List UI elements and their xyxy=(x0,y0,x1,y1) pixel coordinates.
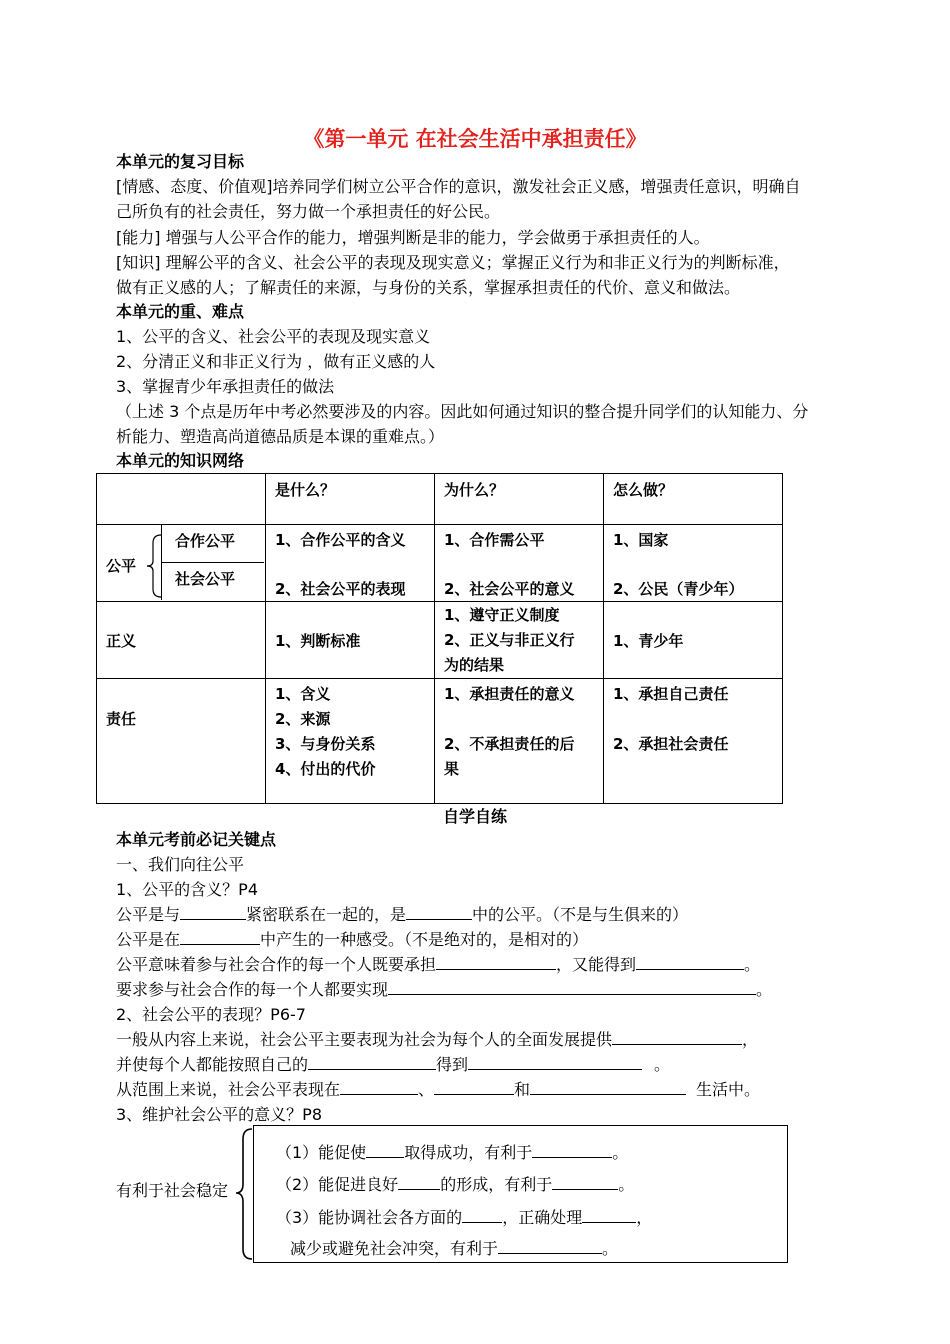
fair-what-2: 2、社会公平的表现 xyxy=(275,580,406,598)
keypoints-note-line1: （上述 3 个点是历年中考必然要涉及的内容。因此如何通过知识的整合提升同学们的认知能力、分 xyxy=(116,402,809,421)
col-header-why: 为什么？ xyxy=(444,481,505,499)
col-header-how: 怎么做？ xyxy=(613,481,674,499)
question-2: 2、社会公平的表现？P6-7 xyxy=(116,1005,306,1024)
goals-emotion-line2: 己所负有的社会责任，努力做一个承担责任的好公民。 xyxy=(116,202,501,221)
resp-how-1: 1、承担自己责任 xyxy=(613,685,729,703)
must-remember-heading: 本单元考前必记关键点 xyxy=(116,830,277,849)
table-corner-cell xyxy=(97,474,266,525)
goals-heading: 本单元的复习目标 xyxy=(116,152,245,171)
keypoints-note-line2: 析能力、塑造高尚道德品质是本课的重难点。） xyxy=(116,427,445,446)
question-1: 1、公平的含义？P4 xyxy=(116,880,259,899)
blank-input[interactable] xyxy=(462,1206,502,1223)
fair-why-1: 1、合作需公平 xyxy=(444,531,545,549)
resp-what-2: 2、来源 xyxy=(275,710,331,728)
page-title: 《第一单元 在社会生活中承担责任》 xyxy=(303,127,647,151)
fair-what-1: 1、合作公平的含义 xyxy=(275,531,406,549)
brace-label: 有利于社会稳定 xyxy=(116,1181,229,1200)
resp-what-1: 1、含义 xyxy=(275,685,331,703)
significance-2: （2）能促进良好 的形成，有利于 。 xyxy=(276,1175,635,1194)
fair-sub-cooperation: 合作公平 xyxy=(175,532,236,550)
fair-how-2: 2、公民（青少年） xyxy=(613,580,744,598)
row-label-justice: 正义 xyxy=(106,632,137,650)
fill-line-5: 一般从内容上来说，社会公平主要表现为社会为每个人的全面发展提供 ， xyxy=(116,1030,759,1049)
blank-input[interactable] xyxy=(366,1141,404,1158)
significance-3: （3）能协调社会各方面的 ，正确处理 ， xyxy=(276,1208,653,1227)
fair-how-1: 1、国家 xyxy=(613,531,669,549)
goals-emotion-line1: [情感、态度、价值观]培养同学们树立公平合作的意识，激发社会正义感，增强责任意识，明确自 xyxy=(116,177,801,196)
blank-input[interactable] xyxy=(532,1141,612,1158)
fair-brace xyxy=(143,533,163,599)
goals-ability: [能力] 增强与人公平合作的能力，增强判断是非的能力，学会做勇于承担责任的人。 xyxy=(116,228,710,247)
resp-why-3: 果 xyxy=(444,760,460,778)
fill-line-3: 公平意味着参与社会合作的每一个人既要承担 ，又能得到 。 xyxy=(116,955,761,974)
goals-knowledge-line1: [知识] 理解公平的含义、社会公平的表现及现实意义；掌握正义行为和非正义行为的判断标准， xyxy=(116,253,790,272)
blank-input[interactable] xyxy=(398,1173,440,1190)
keypoints-heading: 本单元的重、难点 xyxy=(116,302,245,321)
significance-1: （1）能促使 取得成功，有利于 。 xyxy=(276,1143,629,1162)
blank-input[interactable] xyxy=(406,903,472,920)
significance-4: 减少或避免社会冲突，有利于 。 xyxy=(290,1239,619,1258)
blank-input[interactable] xyxy=(636,953,744,970)
row-label-responsibility: 责任 xyxy=(106,710,137,728)
resp-how-2: 2、承担社会责任 xyxy=(613,735,729,753)
fair-why-2: 2、社会公平的意义 xyxy=(444,580,575,598)
blank-input[interactable] xyxy=(468,1053,642,1070)
keypoint-1: 1、公平的含义、社会公平的表现及现实意义 xyxy=(116,327,431,346)
blank-input[interactable] xyxy=(180,928,260,945)
blank-input[interactable] xyxy=(498,1237,602,1254)
resp-why-1: 1、承担责任的意义 xyxy=(444,685,575,703)
fair-sub-social: 社会公平 xyxy=(175,570,236,588)
keypoint-3: 3、掌握青少年承担责任的做法 xyxy=(116,377,335,396)
justice-why-1: 1、遵守正义制度 xyxy=(444,606,560,624)
network-heading: 本单元的知识网络 xyxy=(116,451,245,470)
fill-line-1: 公平是与 紧密联系在一起的，是 中的公平。（不是与生俱来的） xyxy=(116,905,689,924)
blank-input[interactable] xyxy=(530,1078,686,1095)
resp-what-3: 3、与身份关系 xyxy=(275,735,376,753)
fill-line-7: 从范围上来说，社会公平表现在 、 和 生活中。 xyxy=(116,1080,761,1099)
blank-input[interactable] xyxy=(340,1078,418,1095)
blank-input[interactable] xyxy=(436,953,556,970)
blank-input[interactable] xyxy=(180,903,246,920)
fill-line-2: 公平是在 中产生的一种感受。（不是绝对的，是相对的） xyxy=(116,930,589,949)
selfstudy-heading: 自学自练 xyxy=(442,807,507,826)
goals-knowledge-line2: 做有正义感的人；了解责任的来源，与身份的关系，掌握承担责任的代价、意义和做法。 xyxy=(116,278,741,297)
fill-line-4: 要求参与社会合作的每一个人都要实现 。 xyxy=(116,980,773,999)
knowledge-network-table xyxy=(96,473,783,804)
blank-input[interactable] xyxy=(612,1028,742,1045)
resp-what-4: 4、付出的代价 xyxy=(275,760,376,778)
keypoint-2: 2、分清正义和非正义行为 ，做有正义感的人 xyxy=(116,352,436,371)
justice-how: 1、青少年 xyxy=(613,632,684,650)
significance-brace xyxy=(234,1127,254,1261)
fill-line-6: 并使每个人都能按照自己的 得到 。 xyxy=(116,1055,671,1074)
blank-input[interactable] xyxy=(388,978,756,995)
blank-input[interactable] xyxy=(308,1053,436,1070)
blank-input[interactable] xyxy=(582,1206,636,1223)
justice-why-3: 为的结果 xyxy=(444,656,505,674)
section-1-title: 一、我们向往公平 xyxy=(116,855,245,874)
col-header-what: 是什么？ xyxy=(275,481,336,499)
justice-why-2: 2、正义与非正义行 xyxy=(444,631,575,649)
row-label-fair: 公平 xyxy=(106,557,137,575)
blank-input[interactable] xyxy=(434,1078,514,1095)
resp-why-2: 2、不承担责任的后 xyxy=(444,735,575,753)
blank-input[interactable] xyxy=(552,1173,618,1190)
question-3: 3、维护社会公平的意义？P8 xyxy=(116,1105,323,1124)
justice-what: 1、判断标准 xyxy=(275,632,361,650)
